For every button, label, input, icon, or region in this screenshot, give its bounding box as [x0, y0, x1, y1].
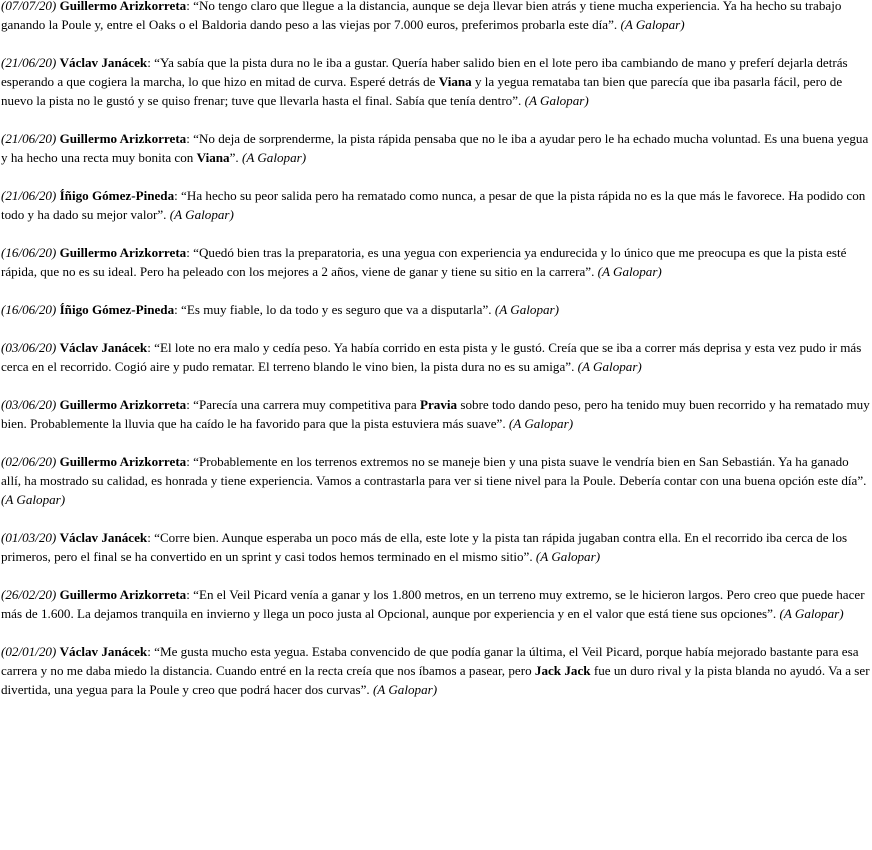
comment-entry — [1, 300, 870, 319]
comment-text: : “Corre bien. Aunque esperaba un poco más de ella, este lote y la pista tan rápida jugaban contra ella. En el recorrido iba cerca de los primeros, pero el final se ha convertido en un sprint y casi todos hemos terminado en el mismo sitio”. — [1, 530, 848, 564]
comment-paragraph — [1, 585, 870, 623]
comment-entry — [1, 186, 870, 224]
comment-paragraph — [1, 186, 870, 224]
comment-author: Václav Janácek — [59, 340, 148, 355]
comment-text: : “Quedó bien tras la preparatoria, es una yegua con experiencia ya endurecida y lo único que me preocupa es que la pista esté rápida, que no es su ideal. Pero ha peleado con los mejores a 2 años, viene de ganar y tiene su sitio en la carrera”. — [1, 245, 847, 279]
comment-paragraph — [1, 129, 870, 167]
comment-date: (21/06/20) — [1, 188, 57, 203]
comment-text: y la yegua remataba tan bien que parecía que iba pasarla fácil, pero de nuevo la pista no le gustó y se quiso frenar; tuve que llevarla hasta el final. Sabía que tenía dentro”. — [1, 74, 843, 108]
comment-author: Guillermo Arizkorreta — [59, 454, 187, 469]
horse-name: Viana — [196, 150, 230, 165]
comment-source: (A Galopar) — [1, 492, 66, 507]
comment-date: (03/06/20) — [1, 397, 57, 412]
comment-author: Íñigo Gómez-Pineda — [59, 302, 175, 317]
comment-author: Václav Janácek — [59, 644, 148, 659]
comment-author: Václav Janácek — [59, 530, 148, 545]
comment-source: (A Galopar) — [169, 207, 234, 222]
comment-author: Václav Janácek — [59, 55, 148, 70]
comment-author: Guillermo Arizkorreta — [59, 587, 187, 602]
comment-author: Guillermo Arizkorreta — [59, 0, 187, 13]
comment-author: Guillermo Arizkorreta — [59, 397, 187, 412]
comment-source: (A Galopar) — [372, 682, 438, 697]
comment-entry — [1, 243, 870, 281]
comment-entry — [1, 395, 870, 433]
comment-date: (01/03/20) — [1, 530, 57, 545]
comment-author: Guillermo Arizkorreta — [59, 245, 187, 260]
comment-text: : “Ha hecho su peor salida pero ha rematado como nunca, a pesar de que la pista rápida no es la que más le favorece. Ha podido con todo y ha dado su mejor valor”. — [1, 188, 866, 222]
comment-date: (21/06/20) — [1, 55, 57, 70]
comment-text: fue un duro rival y la pista blanda no ayudó. Va a ser divertida, una yegua para la Poule y creo que podrá hacer dos curvas”. — [1, 663, 870, 697]
comment-date: (07/07/20) — [1, 0, 57, 13]
comment-paragraph — [1, 452, 870, 509]
comment-text: ”. — [229, 150, 242, 165]
comment-text: : “Probablemente en los terrenos extremos no se maneje bien y una pista suave le vendría bien en San Sebastián. Ya ha ganado allí, ha mostrado su calidad, es honrada y tiene experiencia. Vamos a contrastarla para ver si tiene nivel para la Poule. Debería contar con una buena opción este día”. — [1, 454, 867, 488]
comment-source: (A Galopar) — [241, 150, 307, 165]
horse-name: Viana — [438, 74, 472, 89]
comment-entry — [1, 642, 870, 699]
comment-source: (A Galopar) — [535, 549, 601, 564]
comment-text: : “No deja de sorprenderme, la pista rápida pensaba que no le iba a ayudar pero le ha echado mucha voluntad. Es una buena yegua y ha hecho una recta muy bonita con — [1, 131, 869, 165]
comment-entry — [1, 585, 870, 623]
comment-date: (16/06/20) — [1, 302, 57, 317]
comment-entry — [1, 452, 870, 509]
horse-name: Pravia — [419, 397, 458, 412]
comment-text: sobre todo dando peso, pero ha tenido muy buen recorrido y ha rematado muy bien. Probablemente la lluvia que ha caído le ha favorido para que la pista estuviera más suave”. — [1, 397, 870, 431]
comment-source: (A Galopar) — [524, 93, 589, 108]
comment-text: : “No tengo claro que llegue a la distancia, aunque se deja llevar bien atrás y tiene mucha experiencia. Ya ha hecho su trabajo ganando la Poule y, entre el Oaks o el Baldoria dando peso a las viejas por 7.000 euros, preferimos probarla este día”. — [1, 0, 842, 32]
comment-paragraph — [1, 642, 870, 699]
comment-date: (21/06/20) — [1, 131, 57, 146]
comment-date: (03/06/20) — [1, 340, 57, 355]
comment-entry — [1, 53, 870, 110]
comment-entry — [1, 0, 870, 34]
comment-date: (02/01/20) — [1, 644, 57, 659]
comment-text: : “En el Veil Picard venía a ganar y los 1.800 metros, en un terreno muy extremo, se le hicieron largos. Pero creo que puede hacer más de 1.600. La dejamos tranquila en invierno y llega un poco justa al Opcional, aunque por experiencia y en el valor que está tiene sus opciones”. — [1, 587, 865, 621]
comment-source: (A Galopar) — [620, 17, 685, 32]
comment-date: (02/06/20) — [1, 454, 57, 469]
comment-date: (26/02/20) — [1, 587, 57, 602]
comment-text: : “Me gusta mucho esta yegua. Estaba convencido de que podía ganar la última, el Veil Picard, porque había mejorado bastante para esa carrera y no me daba miedo la distancia. Cuando entré en la recta creía que nos íbamos a pasear, pero — [1, 644, 859, 678]
comment-text: : “Parecía una carrera muy competitiva para — [186, 397, 420, 412]
comment-author: Guillermo Arizkorreta — [59, 131, 187, 146]
comment-source: (A Galopar) — [577, 359, 642, 374]
comment-paragraph — [1, 53, 870, 110]
horse-name: Jack Jack — [534, 663, 591, 678]
comment-entry — [1, 528, 870, 566]
comment-source: (A Galopar) — [494, 302, 559, 317]
comment-text: : “Es muy fiable, lo da todo y es seguro que va a disputarla”. — [174, 302, 495, 317]
comment-paragraph — [1, 338, 870, 376]
comment-text: : “El lote no era malo y cedía peso. Ya había corrido en esta pista y le gustó. Creía que se iba a correr más deprisa y esta vez pudo ir más cerca en el recorrido. Cogió aire y pudo rematar. El terreno blando le vino bien, la pista dura no es su amiga”. — [1, 340, 862, 374]
comment-source: (A Galopar) — [597, 264, 662, 279]
comment-entry — [1, 338, 870, 376]
comment-paragraph — [1, 243, 870, 281]
comment-source: (A Galopar) — [779, 606, 844, 621]
comment-author: Íñigo Gómez-Pineda — [59, 188, 175, 203]
comment-source: (A Galopar) — [508, 416, 574, 431]
comment-paragraph — [1, 528, 870, 566]
comment-paragraph — [1, 395, 870, 433]
comment-paragraph — [1, 300, 870, 319]
comment-entry — [1, 129, 870, 167]
comment-paragraph — [1, 0, 870, 34]
comment-date: (16/06/20) — [1, 245, 57, 260]
comment-text: : “Ya sabía que la pista dura no le iba a gustar. Quería haber salido bien en el lote pero iba cambiando de mano y preferí dejarla detrás esperando a que cogiera la marcha, lo que hizo en mitad de curva. Esperé detrás de — [1, 55, 848, 89]
